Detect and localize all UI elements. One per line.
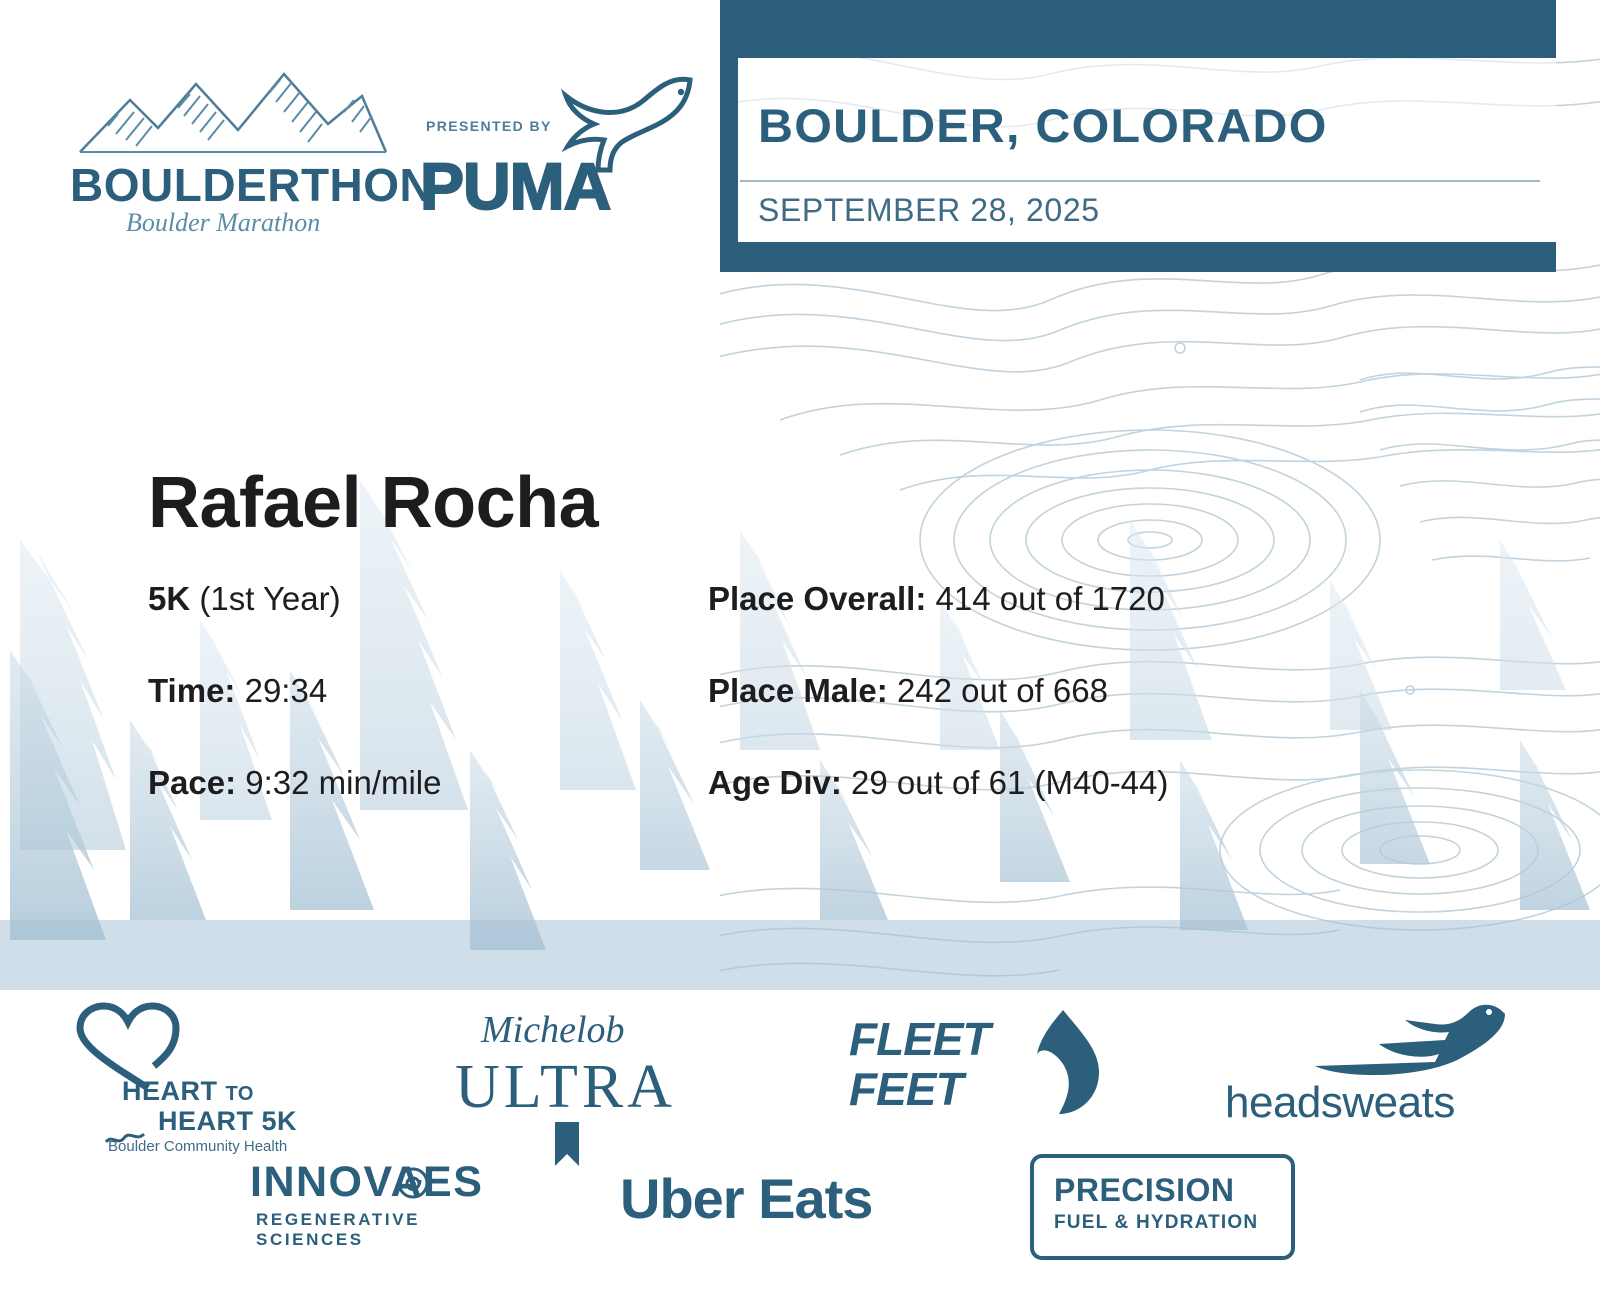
- place-male: [708, 672, 1108, 710]
- header-bottom-bar: [720, 242, 1556, 272]
- event-city: BOULDER, COLORADO: [758, 99, 1328, 152]
- header-left-edge: [720, 0, 738, 272]
- header-divider: [740, 180, 1540, 182]
- event-date: SEPTEMBER 28, 2025: [758, 192, 1100, 228]
- stat-row: [148, 672, 1398, 764]
- sponsor-fleet-feet: [845, 1004, 1115, 1134]
- uber-eats-wordmark: Uber Eats: [620, 1167, 873, 1230]
- h2h-line1-small: TO: [225, 1083, 254, 1105]
- h2h-line1: [122, 1076, 254, 1107]
- sponsor-uber-eats: [620, 1166, 950, 1246]
- michelob-ribbon-icon: [553, 1122, 581, 1168]
- place-overall-value: 414 out of 1720: [935, 580, 1165, 617]
- finish-time-value: 29:34: [244, 672, 328, 709]
- boulderthon-wordmark: BOULDERTHON: [70, 159, 434, 211]
- pace-label: Pace:: [148, 764, 237, 801]
- fleet-feet-line1: FLEET: [849, 1013, 990, 1065]
- event-distance-note: (1st Year): [199, 580, 341, 617]
- innovaes-spiral-icon: [396, 1166, 430, 1200]
- stat-row: [148, 580, 1398, 672]
- headsweats-bird-icon: [1309, 1000, 1509, 1078]
- place-male-label: Place Male:: [708, 672, 888, 709]
- result-stats: [148, 580, 1398, 856]
- headsweats-wordmark: headsweats: [1225, 1078, 1455, 1127]
- fleet-feet-flame-icon: [1033, 1006, 1109, 1118]
- place-male-value: 242 out of 668: [896, 672, 1108, 709]
- finish-time: [148, 672, 327, 710]
- precision-line1: PRECISION: [1054, 1172, 1235, 1208]
- fleet-feet-line2: FEET: [849, 1063, 963, 1115]
- michelob-line2: ULTRA: [455, 1053, 676, 1121]
- stat-row: [148, 764, 1398, 856]
- h2h-line2: HEART 5K: [158, 1106, 298, 1136]
- place-overall: [708, 580, 1165, 618]
- event-distance: [148, 580, 341, 618]
- sponsor-precision-fuel-hydration: [1030, 1154, 1295, 1260]
- presented-by-label: PRESENTED BY: [426, 118, 552, 134]
- puma-wordmark: PUMA: [420, 149, 611, 223]
- sponsor-innovaes: [250, 1158, 530, 1258]
- age-division-value: 29 out of 61 (M40-44): [851, 764, 1169, 801]
- innovaes-tagline: REGENERATIVE SCIENCES: [256, 1210, 421, 1249]
- finish-time-label: Time:: [148, 672, 236, 709]
- h2h-line3: Boulder Community Health: [108, 1138, 288, 1155]
- place-overall-label: Place Overall:: [708, 580, 927, 617]
- precision-line2: FUEL & HYDRATION: [1054, 1212, 1259, 1233]
- sponsor-logos: [0, 990, 1600, 1309]
- sponsor-michelob-ultra: [455, 1004, 705, 1159]
- sponsor-heart-to-heart-5k: [70, 1002, 340, 1155]
- event-distance-label: 5K: [148, 580, 191, 617]
- innovaes-wordmark: INNOVAES: [250, 1158, 484, 1206]
- pace-value: 9:32 min/mile: [245, 764, 442, 801]
- pace: [148, 764, 441, 802]
- age-division: [708, 764, 1168, 802]
- sponsor-headsweats: [1225, 1000, 1505, 1140]
- age-division-label: Age Div:: [708, 764, 842, 801]
- puma-sponsor-logo: [420, 70, 710, 240]
- boulderthon-tagline: Boulder Marathon: [126, 208, 321, 237]
- h2h-line1-main: HEART: [122, 1076, 218, 1106]
- boulderthon-logo: [70, 60, 434, 245]
- header-top-bar: [720, 0, 1556, 58]
- runner-name: Rafael Rocha: [148, 463, 599, 543]
- michelob-line1: Michelob: [481, 1009, 625, 1051]
